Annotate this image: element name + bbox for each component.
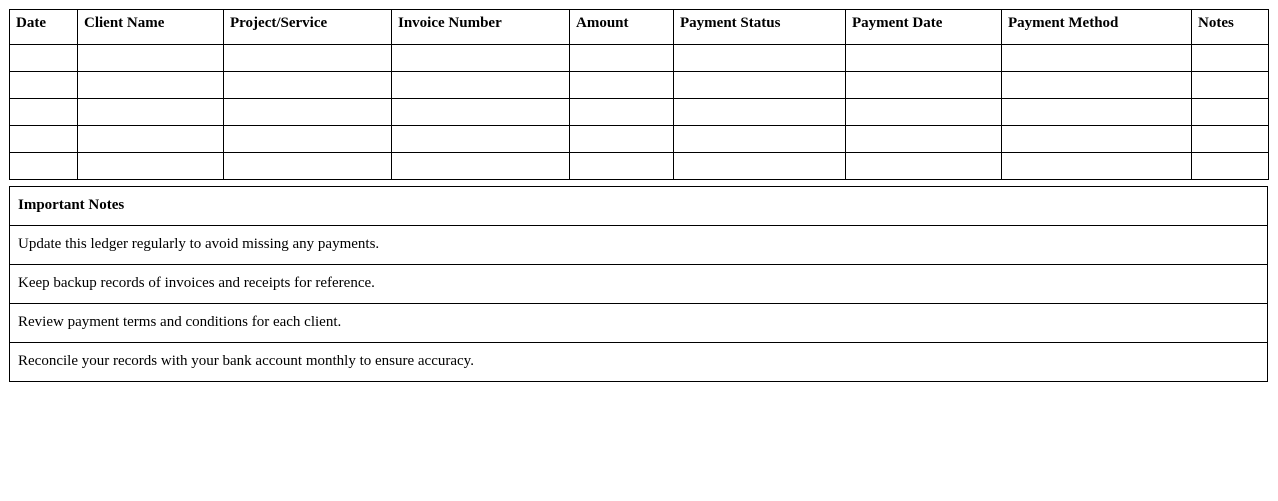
cell-notes[interactable]: [1192, 72, 1269, 99]
important-notes-table-container: [9, 186, 1268, 382]
cell-client-name[interactable]: [78, 99, 224, 126]
note-item-3: Review payment terms and conditions for each client.: [10, 304, 1268, 343]
cell-notes[interactable]: [1192, 45, 1269, 72]
cell-payment-date[interactable]: [846, 45, 1002, 72]
list-item: [10, 226, 1268, 265]
cell-date[interactable]: [10, 153, 78, 180]
table-row[interactable]: [10, 99, 1269, 126]
table-header-row: [10, 10, 1269, 45]
cell-amount[interactable]: [570, 72, 674, 99]
cell-payment-method[interactable]: [1002, 126, 1192, 153]
cell-project-service[interactable]: [224, 126, 392, 153]
cell-amount[interactable]: [570, 153, 674, 180]
important-notes-title: Important Notes: [10, 187, 1268, 226]
cell-payment-status[interactable]: [674, 45, 846, 72]
note-item-1: Update this ledger regularly to avoid missing any payments.: [10, 226, 1268, 265]
list-item: [10, 343, 1268, 382]
column-header-notes: Notes: [1192, 10, 1269, 45]
cell-project-service[interactable]: [224, 153, 392, 180]
payment-ledger-header: [10, 10, 1269, 45]
cell-date[interactable]: [10, 99, 78, 126]
cell-payment-status[interactable]: [674, 126, 846, 153]
column-header-invoice-number: Invoice Number: [392, 10, 570, 45]
cell-project-service[interactable]: [224, 72, 392, 99]
cell-amount[interactable]: [570, 99, 674, 126]
cell-project-service[interactable]: [224, 99, 392, 126]
notes-title-row: [10, 187, 1268, 226]
list-item: [10, 265, 1268, 304]
cell-payment-date[interactable]: [846, 153, 1002, 180]
important-notes-body: [10, 187, 1268, 382]
column-header-payment-status: Payment Status: [674, 10, 846, 45]
cell-notes[interactable]: [1192, 126, 1269, 153]
cell-payment-method[interactable]: [1002, 45, 1192, 72]
cell-payment-date[interactable]: [846, 126, 1002, 153]
cell-amount[interactable]: [570, 126, 674, 153]
cell-date[interactable]: [10, 45, 78, 72]
cell-invoice-number[interactable]: [392, 72, 570, 99]
cell-amount[interactable]: [570, 45, 674, 72]
cell-date[interactable]: [10, 126, 78, 153]
note-item-2: Keep backup records of invoices and receipts for reference.: [10, 265, 1268, 304]
column-header-payment-date: Payment Date: [846, 10, 1002, 45]
cell-invoice-number[interactable]: [392, 153, 570, 180]
cell-payment-date[interactable]: [846, 99, 1002, 126]
column-header-date: Date: [10, 10, 78, 45]
column-header-client-name: Client Name: [78, 10, 224, 45]
list-item: [10, 304, 1268, 343]
cell-client-name[interactable]: [78, 126, 224, 153]
payment-ledger-table-container: [9, 9, 1268, 180]
column-header-project-service: Project/Service: [224, 10, 392, 45]
cell-payment-method[interactable]: [1002, 72, 1192, 99]
cell-payment-date[interactable]: [846, 72, 1002, 99]
important-notes-table: [9, 186, 1268, 382]
cell-invoice-number[interactable]: [392, 45, 570, 72]
table-row[interactable]: [10, 126, 1269, 153]
cell-payment-status[interactable]: [674, 99, 846, 126]
payment-ledger-table: [9, 9, 1269, 180]
cell-project-service[interactable]: [224, 45, 392, 72]
cell-notes[interactable]: [1192, 99, 1269, 126]
cell-date[interactable]: [10, 72, 78, 99]
cell-payment-status[interactable]: [674, 153, 846, 180]
cell-client-name[interactable]: [78, 45, 224, 72]
cell-payment-method[interactable]: [1002, 153, 1192, 180]
cell-payment-status[interactable]: [674, 72, 846, 99]
cell-notes[interactable]: [1192, 153, 1269, 180]
cell-invoice-number[interactable]: [392, 99, 570, 126]
note-item-4: Reconcile your records with your bank account monthly to ensure accuracy.: [10, 343, 1268, 382]
cell-invoice-number[interactable]: [392, 126, 570, 153]
cell-client-name[interactable]: [78, 153, 224, 180]
column-header-amount: Amount: [570, 10, 674, 45]
cell-payment-method[interactable]: [1002, 99, 1192, 126]
table-row[interactable]: [10, 72, 1269, 99]
payment-ledger-body: [10, 45, 1269, 180]
table-row[interactable]: [10, 153, 1269, 180]
cell-client-name[interactable]: [78, 72, 224, 99]
column-header-payment-method: Payment Method: [1002, 10, 1192, 45]
table-row[interactable]: [10, 45, 1269, 72]
